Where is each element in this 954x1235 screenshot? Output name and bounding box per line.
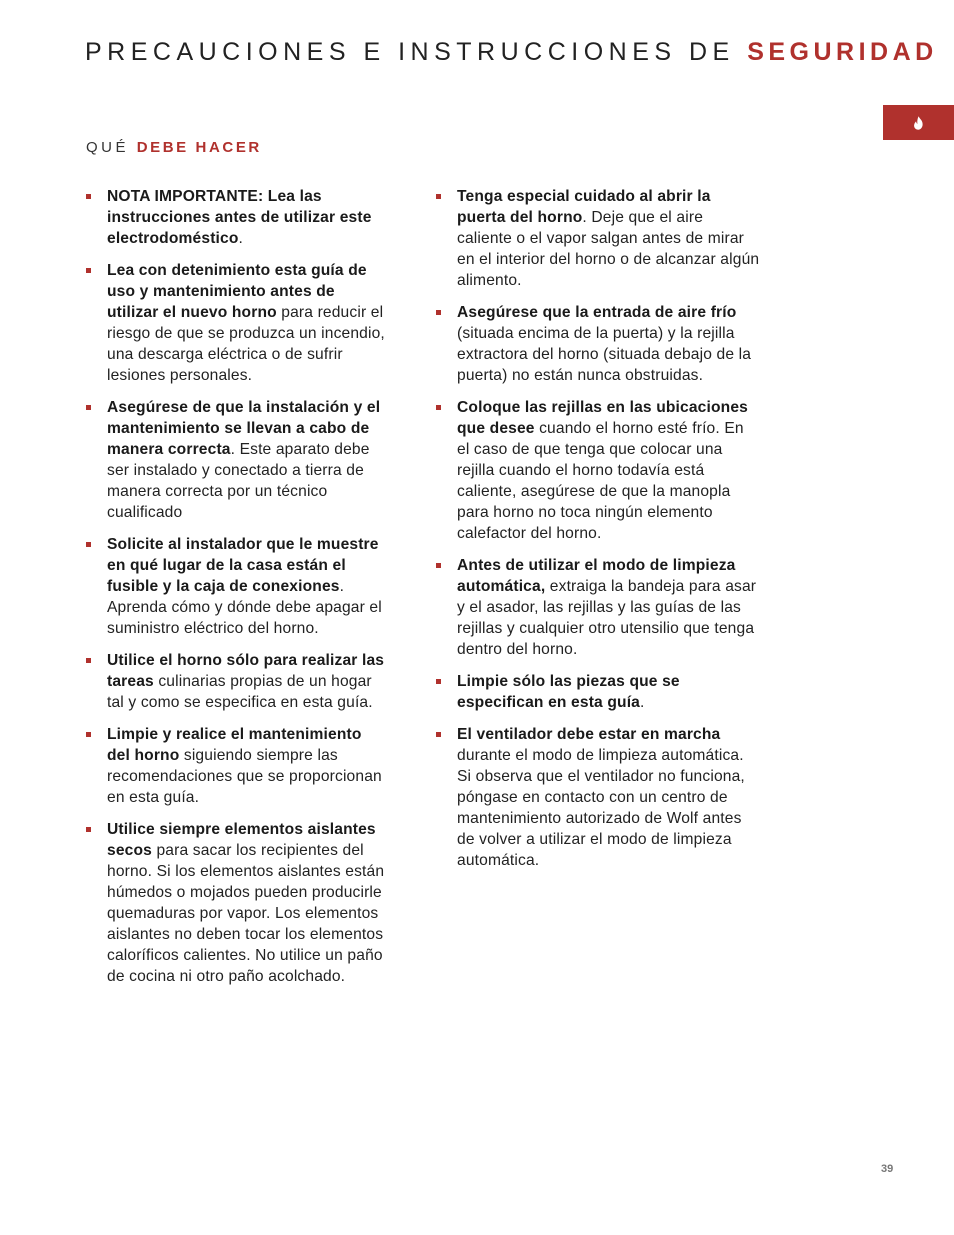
instruction-bold-text: Utilice el horno sólo para realizar las tareas bbox=[107, 652, 385, 690]
page-title bbox=[85, 38, 938, 67]
square-bullet-icon bbox=[86, 268, 91, 273]
instruction-item bbox=[85, 260, 387, 386]
instruction-bold-text: Asegúrese que la entrada de aire frío bbox=[457, 304, 737, 321]
instruction-bold-text: Antes de utilizar el modo de limpieza automática, bbox=[457, 557, 736, 595]
instruction-item bbox=[85, 724, 387, 808]
instruction-item bbox=[85, 397, 387, 523]
instruction-bold-text: Limpie sólo las piezas que se especifican en esta guía bbox=[457, 673, 680, 711]
page-title-main: PRECAUCIONES E INSTRUCCIONES DE bbox=[85, 38, 735, 66]
instruction-text: para reducir el riesgo de que se produzca un incendio, una descarga eléctrica o de sufrir lesiones personales. bbox=[107, 304, 385, 384]
instruction-text: durante el modo de limpieza automática. Si observa que el ventilador no funciona, póngase en contacto con un centro de mantenimiento autorizado de Wolf antes de volver a utilizar el modo de limpieza automática. bbox=[457, 747, 745, 869]
instruction-text: (situada encima de la puerta) y la rejilla extractora del horno (situada debajo de la puerta) no están nunca obstruidas. bbox=[457, 325, 752, 384]
instruction-bold-text: Lea con detenimiento esta guía de uso y mantenimiento antes de utilizar el nuevo horno bbox=[107, 262, 367, 321]
square-bullet-icon bbox=[86, 542, 91, 547]
section-tab bbox=[883, 105, 954, 140]
square-bullet-icon bbox=[436, 310, 441, 315]
instruction-bold-text: Solicite al instalador que le muestre en qué lugar de la casa están el fusible y la caja de conexiones bbox=[107, 536, 379, 595]
instruction-text: siguiendo siempre las recomendaciones que se proporcionan en esta guía. bbox=[107, 747, 382, 806]
section-heading-accent: DEBE HACER bbox=[136, 139, 262, 156]
instruction-item bbox=[435, 186, 760, 291]
square-bullet-icon bbox=[86, 827, 91, 832]
square-bullet-icon bbox=[436, 732, 441, 737]
square-bullet-icon bbox=[86, 658, 91, 663]
left-column bbox=[85, 186, 387, 998]
square-bullet-icon bbox=[436, 405, 441, 410]
instruction-text: para sacar los recipientes del horno. Si los elementos aislantes están húmedos o mojados pueden producirle quemaduras por vapor. Los elementos aislantes no deben tocar los elementos caloríficos calientes. No utilice un paño de cocina ni otro paño acolchado. bbox=[107, 842, 385, 985]
section-heading bbox=[86, 139, 262, 156]
instruction-item bbox=[85, 650, 387, 713]
flame-icon bbox=[913, 116, 924, 130]
instruction-item bbox=[435, 671, 760, 713]
instruction-bold-text: Coloque las rejillas en las ubicaciones que desee bbox=[457, 399, 748, 437]
square-bullet-icon bbox=[86, 194, 91, 199]
instruction-bold-text: NOTA IMPORTANTE: Lea las instrucciones antes de utilizar este electrodoméstico bbox=[107, 188, 372, 247]
right-column bbox=[435, 186, 760, 882]
right-instruction-list bbox=[435, 186, 760, 871]
instruction-item bbox=[435, 397, 760, 544]
section-heading-prefix: QUÉ bbox=[86, 139, 130, 156]
instruction-item bbox=[85, 186, 387, 249]
instruction-bold-text: Asegúrese de que la instalación y el mantenimiento se llevan a cabo de manera correcta bbox=[107, 399, 381, 458]
instruction-text: . Aprenda cómo y dónde debe apagar el suministro eléctrico del horno. bbox=[107, 578, 382, 637]
instruction-text: . bbox=[238, 230, 244, 247]
square-bullet-icon bbox=[436, 194, 441, 199]
instruction-text: extraiga la bandeja para asar y el asador, las rejillas y las guías de las rejillas y cualquier otro utensilio que tenga dentro del horno. bbox=[457, 578, 757, 658]
instruction-text: . Este aparato debe ser instalado y conectado a tierra de manera correcta por un técnico cualificado bbox=[107, 441, 370, 521]
instruction-text: culinarias propias de un hogar tal y como se especifica en esta guía. bbox=[107, 673, 373, 711]
instruction-item bbox=[435, 555, 760, 660]
instruction-item bbox=[85, 534, 387, 639]
instruction-text: cuando el horno esté frío. En el caso de que tenga que colocar una rejilla cuando el horno todavía está caliente, asegúrese de que la manopla para horno no toca ningún elemento calefactor del horno. bbox=[457, 420, 744, 542]
page-number: 39 bbox=[881, 1163, 894, 1175]
instruction-item bbox=[435, 302, 760, 386]
page-title-accent: SEGURIDAD bbox=[747, 38, 938, 66]
instruction-text: . bbox=[640, 694, 645, 711]
square-bullet-icon bbox=[86, 405, 91, 410]
instruction-bold-text: Limpie y realice el mantenimiento del horno bbox=[107, 726, 362, 764]
square-bullet-icon bbox=[86, 732, 91, 737]
square-bullet-icon bbox=[436, 563, 441, 568]
instruction-item bbox=[85, 819, 387, 987]
square-bullet-icon bbox=[436, 679, 441, 684]
instruction-bold-text: Utilice siempre elementos aislantes secos bbox=[107, 821, 376, 859]
instruction-bold-text: Tenga especial cuidado al abrir la puerta del horno bbox=[457, 188, 711, 226]
instruction-item bbox=[435, 724, 760, 871]
instruction-text: . Deje que el aire caliente o el vapor salgan antes de mirar en el interior del horno o de alcanzar algún alimento. bbox=[457, 209, 760, 289]
instruction-bold-text: El ventilador debe estar en marcha bbox=[457, 726, 721, 743]
left-instruction-list bbox=[85, 186, 387, 987]
